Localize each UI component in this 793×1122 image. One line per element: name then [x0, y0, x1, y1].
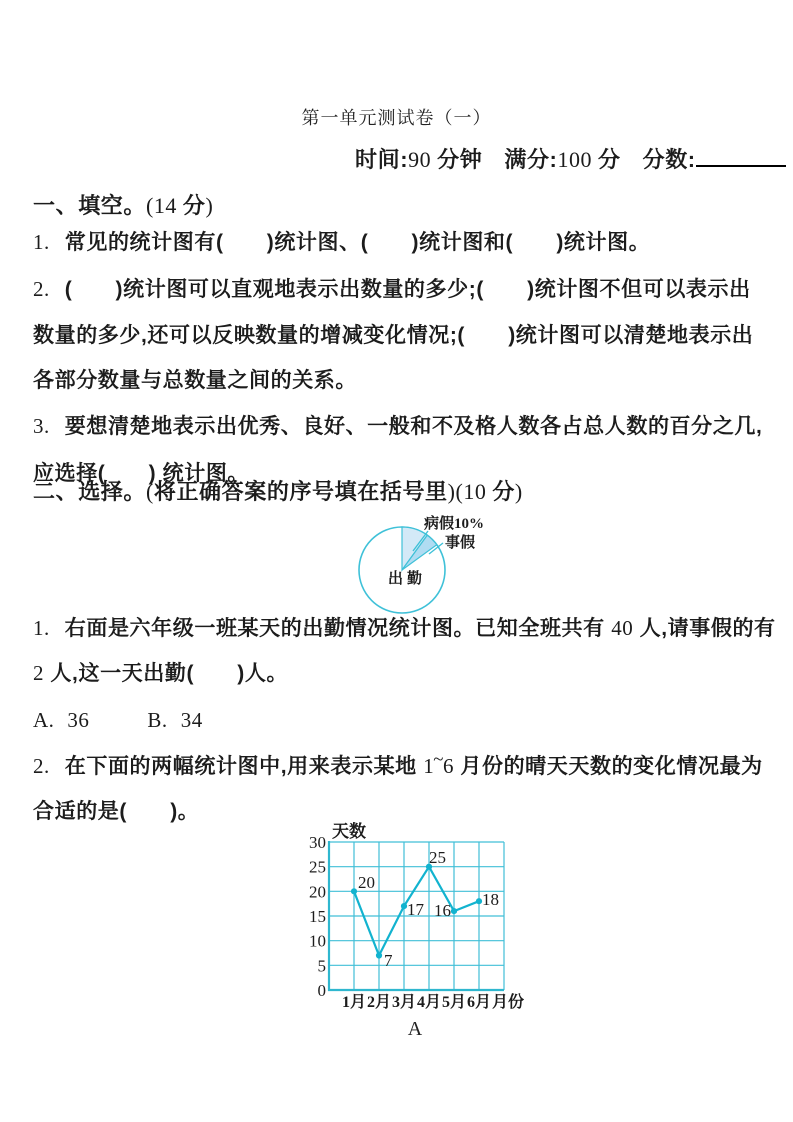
pie-label-chuqin: 出勤: [388, 571, 427, 587]
text-run: 1.: [33, 230, 50, 254]
attendance-pie-chart: [330, 498, 520, 623]
sunny-days-line-chart: [300, 815, 570, 1015]
text-run: ( )统计图可以直观地表示出数量的多少;( )统计图不但可以表示出: [64, 278, 751, 301]
text-run: 1.: [33, 616, 50, 640]
text-run: 在下面的两幅统计图中,用来表示某地: [64, 755, 424, 778]
text-run: 分钟: [437, 147, 483, 172]
text-run: 分: [597, 147, 621, 172]
text-run: 合适的是( )。: [33, 800, 200, 823]
text-run: 各部分数量与总数量之间的关系。: [33, 369, 357, 392]
text-run: 2.: [33, 754, 50, 778]
svg-text:0: 0: [317, 981, 326, 1000]
section2-q1-line2: [33, 660, 288, 687]
text-run: 常见的统计图有( )统计图、( )统计图和( )统计图。: [64, 231, 651, 254]
svg-text:20: 20: [309, 882, 326, 902]
svg-text:1月: 1月: [341, 994, 367, 1011]
text-run: 3.: [33, 414, 50, 438]
section2-q1-line1: [33, 615, 776, 642]
section1-q2-line1: [33, 276, 751, 303]
svg-text:6月: 6月: [466, 994, 492, 1011]
svg-text:4月: 4月: [416, 994, 442, 1011]
text-run: 2.: [33, 277, 50, 301]
svg-text:2月: 2月: [366, 994, 392, 1011]
section2-q1-options: [33, 707, 203, 734]
page-title: 第一单元测试卷（一）: [301, 108, 492, 128]
text-run: 36: [67, 708, 90, 732]
exam-info-line: [355, 146, 786, 174]
x-axis-title: 月份: [491, 994, 525, 1011]
text-run: ): [514, 479, 523, 504]
text-run: B.: [147, 708, 168, 732]
text-run: 人,这一天出勤( )人。: [44, 662, 289, 685]
section1-q3-line1: [33, 413, 762, 440]
text-run: 2: [33, 661, 44, 685]
text-run: 100: [557, 147, 598, 172]
text-run: ): [205, 193, 214, 218]
text-run: 数量的多少,还可以反映数量的增减变化情况;( )统计图可以清楚地表示出: [33, 324, 754, 347]
section2-q2-line1: [33, 748, 763, 781]
y-tick-labels: [309, 833, 326, 1000]
text-run: 1: [423, 754, 435, 778]
svg-text:30: 30: [309, 833, 326, 852]
text-run: 人,请事假的有: [633, 617, 776, 640]
section1-q2-line3: [33, 367, 357, 394]
svg-text:17: 17: [407, 900, 424, 919]
pie-label-shijia: 事假: [445, 535, 476, 551]
text-run: 应选择( ) 统计图。: [33, 462, 250, 485]
y-axis-title: 天数: [332, 822, 366, 841]
text-run: 6: [442, 754, 454, 778]
text-run: (: [146, 479, 154, 504]
svg-text:3月: 3月: [391, 994, 417, 1011]
svg-text:20: 20: [358, 873, 375, 892]
score-blank-line: [696, 160, 786, 167]
text-run: 34: [180, 708, 203, 732]
text-run: (: [146, 193, 154, 218]
section1-q1: [33, 229, 650, 256]
svg-text:5: 5: [317, 956, 326, 976]
text-run: 将正确答案的序号填在括号里: [153, 479, 448, 504]
text-run: 14: [153, 193, 183, 218]
svg-text:25: 25: [309, 857, 326, 877]
text-run: 要想清楚地表示出优秀、良好、一般和不及格人数各占总人数的百分之几,: [64, 415, 763, 438]
text-run: 二、选择。: [33, 479, 147, 504]
text-run: 月份的晴天天数的变化情况最为: [453, 755, 763, 778]
pie-label-bingjia: 病假10%: [424, 516, 485, 532]
svg-text:10: 10: [309, 931, 326, 951]
section2-q2-line2: [33, 798, 199, 825]
chart-option-caption: A: [407, 1018, 423, 1040]
svg-text:5月: 5月: [441, 994, 467, 1011]
svg-text:25: 25: [429, 848, 446, 867]
text-run: 时间:: [355, 147, 409, 172]
svg-text:7: 7: [384, 951, 393, 970]
text-run: 40: [611, 616, 634, 640]
text-run: A.: [33, 708, 55, 732]
text-run: 一、填空。: [33, 193, 147, 218]
svg-text:16: 16: [434, 901, 451, 920]
text-run: 90: [408, 147, 438, 172]
x-tick-labels: [342, 992, 524, 1011]
svg-text:15: 15: [309, 907, 326, 926]
text-run: 右面是六年级一班某天的出勤情况统计图。已知全班共有: [64, 617, 612, 640]
text-run: 10: [463, 479, 493, 504]
section1-q2-line2: [33, 322, 753, 349]
text-run: 分数:: [642, 147, 696, 172]
text-run: 分: [182, 193, 206, 218]
section1-heading: [33, 192, 213, 220]
text-run: )(: [447, 479, 464, 504]
text-run: ~: [433, 748, 444, 770]
text-run: 满分:: [504, 147, 558, 172]
svg-text:18: 18: [482, 890, 499, 909]
exam-info-text: [355, 147, 696, 172]
text-run: 分: [492, 479, 515, 504]
